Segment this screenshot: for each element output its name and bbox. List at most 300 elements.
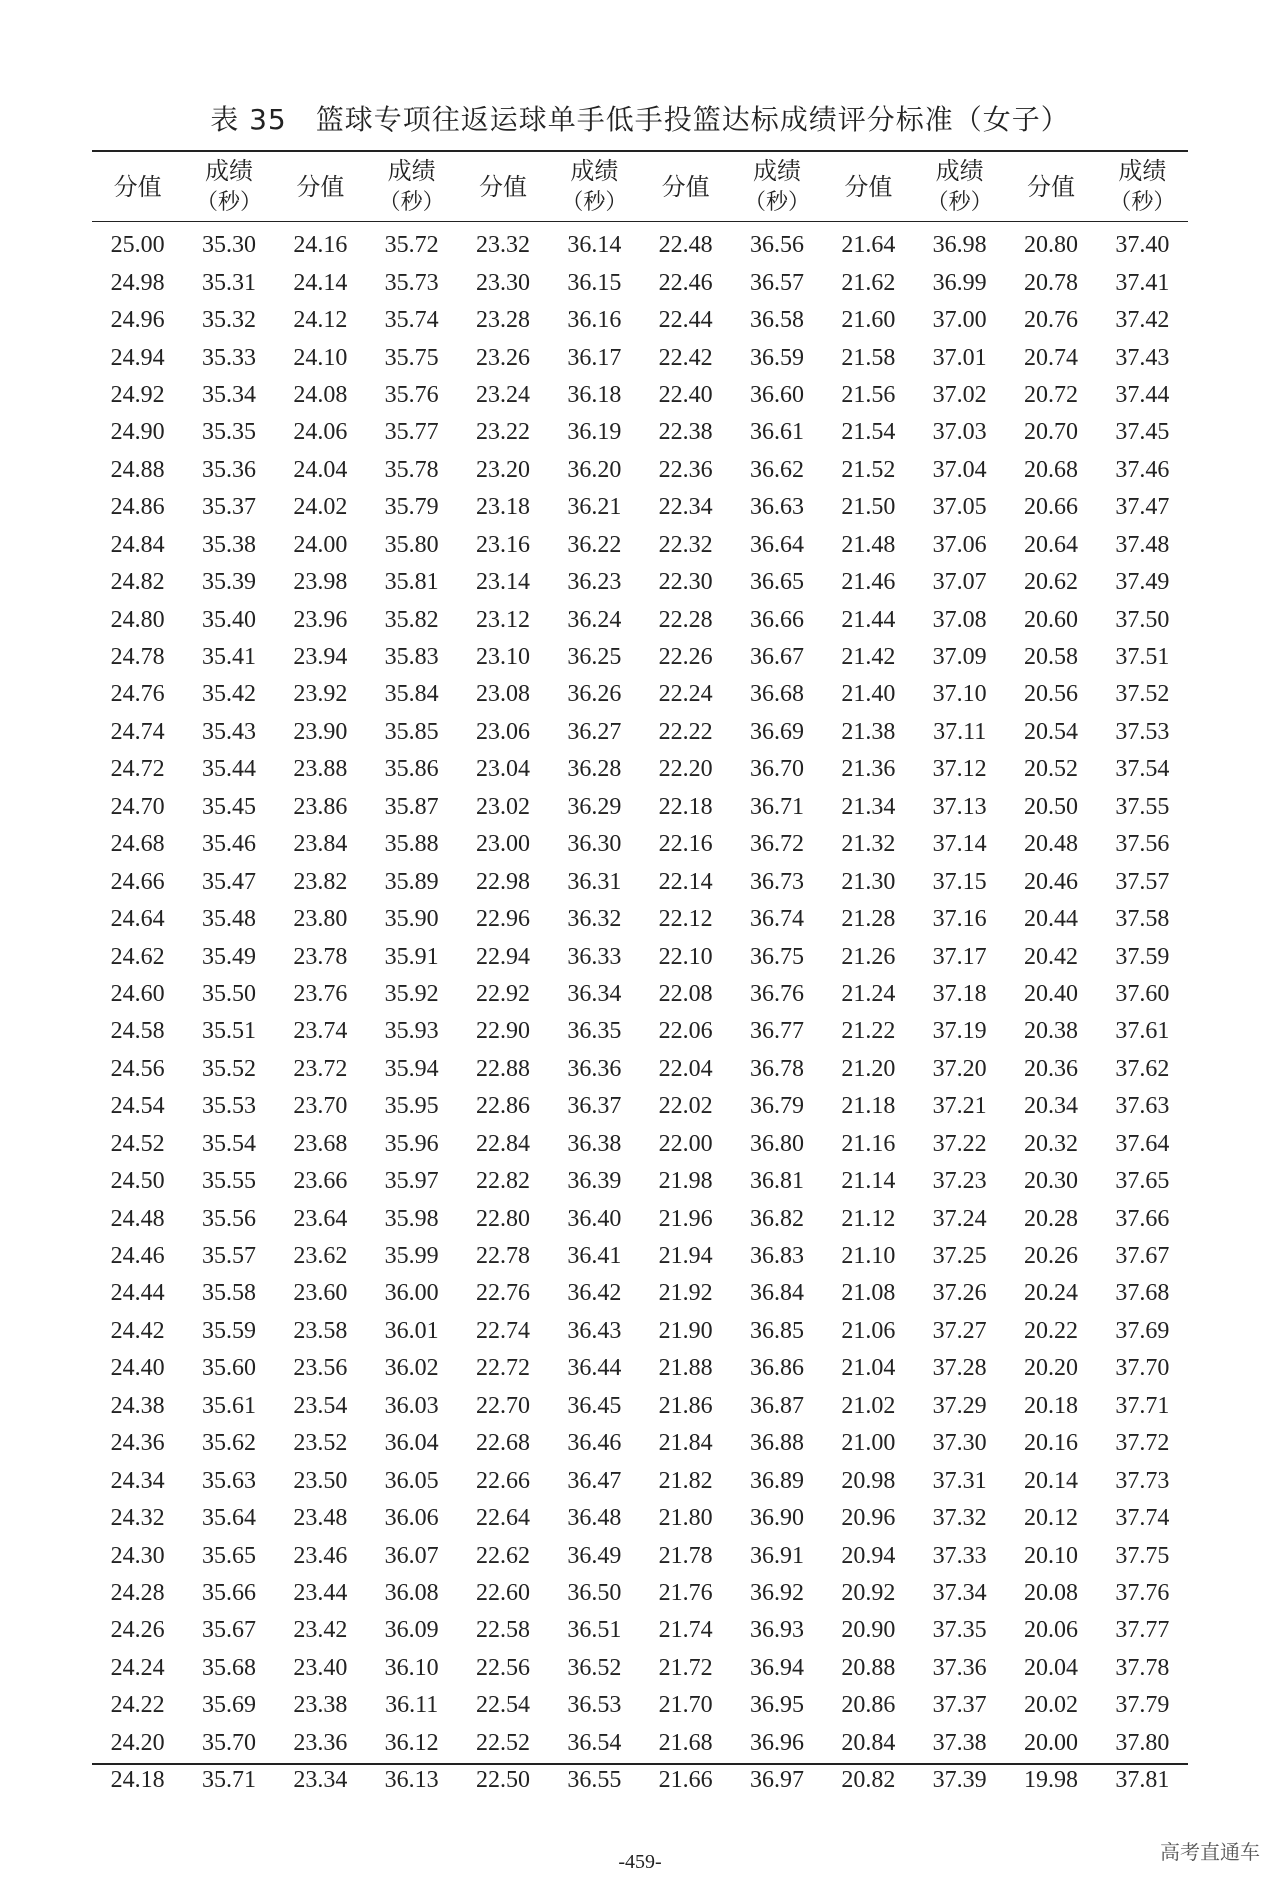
- score-cell: 20.32: [1023, 1130, 1078, 1157]
- time-cell: 36.25: [567, 644, 622, 671]
- time-cell: 37.17: [932, 943, 987, 970]
- time-cell: 35.59: [201, 1317, 256, 1344]
- time-cell: 36.78: [749, 1055, 804, 1082]
- score-cell: 24.28: [110, 1579, 165, 1606]
- time-cell: 36.38: [567, 1130, 622, 1157]
- time-cell: 37.65: [1115, 1168, 1170, 1195]
- time-cell: 37.33: [932, 1542, 987, 1569]
- score-cell: 24.52: [110, 1130, 165, 1157]
- header-score: 分值: [478, 172, 527, 201]
- header-score: 分值: [113, 172, 162, 201]
- time-cell: 37.53: [1115, 718, 1170, 745]
- score-cell: 20.14: [1023, 1467, 1078, 1494]
- time-cell: 36.34: [567, 980, 622, 1007]
- score-cell: 23.54: [293, 1392, 348, 1419]
- score-cell: 21.30: [841, 868, 896, 895]
- score-cell: 24.68: [110, 831, 165, 858]
- score-cell: 22.00: [658, 1130, 713, 1157]
- time-cell: 36.68: [749, 681, 804, 708]
- time-cell: 37.19: [932, 1018, 987, 1045]
- time-cell: 36.82: [749, 1205, 804, 1232]
- time-cell: 35.35: [201, 419, 256, 446]
- time-cell: 36.61: [749, 419, 804, 446]
- score-cell: 24.62: [110, 943, 165, 970]
- time-cell: 35.98: [384, 1205, 439, 1232]
- score-cell: 24.22: [110, 1692, 165, 1719]
- score-cell: 20.88: [841, 1654, 896, 1681]
- score-cell: 24.20: [110, 1729, 165, 1756]
- time-cell: 36.26: [567, 681, 622, 708]
- score-cell: 22.24: [658, 681, 713, 708]
- time-cell: 37.20: [932, 1055, 987, 1082]
- time-cell: 36.10: [384, 1654, 439, 1681]
- score-cell: 21.94: [658, 1243, 713, 1270]
- score-cell: 21.68: [658, 1729, 713, 1756]
- score-cell: 23.84: [293, 831, 348, 858]
- time-cell: 37.55: [1115, 793, 1170, 820]
- header-result: 成绩 （秒）: [195, 156, 262, 215]
- score-cell: 21.42: [841, 644, 896, 671]
- score-cell: 21.40: [841, 681, 896, 708]
- score-cell: 23.06: [475, 718, 530, 745]
- score-cell: 23.22: [475, 419, 530, 446]
- score-cell: 24.02: [293, 494, 348, 521]
- score-cell: 22.14: [658, 868, 713, 895]
- time-cell: 37.49: [1115, 569, 1170, 596]
- score-cell: 20.26: [1023, 1243, 1078, 1270]
- time-cell: 36.19: [567, 419, 622, 446]
- score-cell: 21.02: [841, 1392, 896, 1419]
- score-cell: 22.50: [475, 1767, 530, 1794]
- time-cell: 36.29: [567, 793, 622, 820]
- time-cell: 36.75: [749, 943, 804, 970]
- score-cell: 22.22: [658, 718, 713, 745]
- score-cell: 20.28: [1023, 1205, 1078, 1232]
- score-cell: 21.34: [841, 793, 896, 820]
- score-cell: 23.02: [475, 793, 530, 820]
- score-cell: 20.36: [1023, 1055, 1078, 1082]
- score-cell: 22.96: [475, 906, 530, 933]
- score-cell: 22.58: [475, 1617, 530, 1644]
- score-cell: 20.58: [1023, 644, 1078, 671]
- header-score: 分值: [1026, 172, 1075, 201]
- time-cell: 35.41: [201, 644, 256, 671]
- time-cell: 37.63: [1115, 1093, 1170, 1120]
- score-cell: 23.92: [293, 681, 348, 708]
- score-cell: 24.50: [110, 1168, 165, 1195]
- time-cell: 36.33: [567, 943, 622, 970]
- time-cell: 37.23: [932, 1168, 987, 1195]
- score-cell: 24.26: [110, 1617, 165, 1644]
- time-cell: 37.56: [1115, 831, 1170, 858]
- score-cell: 23.60: [293, 1280, 348, 1307]
- score-cell: 20.62: [1023, 569, 1078, 596]
- time-cell: 35.62: [201, 1430, 256, 1457]
- score-cell: 22.08: [658, 980, 713, 1007]
- score-cell: 21.50: [841, 494, 896, 521]
- time-cell: 36.01: [384, 1317, 439, 1344]
- score-cell: 20.82: [841, 1767, 896, 1794]
- time-cell: 36.08: [384, 1579, 439, 1606]
- time-cell: 36.98: [932, 232, 987, 259]
- time-cell: 36.05: [384, 1467, 439, 1494]
- time-cell: 36.04: [384, 1430, 439, 1457]
- score-cell: 23.38: [293, 1692, 348, 1719]
- score-cell: 22.98: [475, 868, 530, 895]
- time-cell: 35.36: [201, 456, 256, 483]
- score-cell: 23.50: [293, 1467, 348, 1494]
- time-cell: 35.67: [201, 1617, 256, 1644]
- time-cell: 37.72: [1115, 1430, 1170, 1457]
- time-cell: 35.72: [384, 232, 439, 259]
- time-cell: 36.47: [567, 1467, 622, 1494]
- time-cell: 36.53: [567, 1692, 622, 1719]
- score-cell: 21.76: [658, 1579, 713, 1606]
- score-cell: 21.00: [841, 1430, 896, 1457]
- time-cell: 36.32: [567, 906, 622, 933]
- score-cell: 24.76: [110, 681, 165, 708]
- score-cell: 21.26: [841, 943, 896, 970]
- time-cell: 35.94: [384, 1055, 439, 1082]
- time-cell: 35.42: [201, 681, 256, 708]
- time-cell: 36.44: [567, 1355, 622, 1382]
- time-cell: 37.81: [1115, 1767, 1170, 1794]
- score-cell: 21.38: [841, 718, 896, 745]
- time-cell: 35.63: [201, 1467, 256, 1494]
- score-cell: 20.70: [1023, 419, 1078, 446]
- score-cell: 20.12: [1023, 1505, 1078, 1532]
- score-cell: 20.24: [1023, 1280, 1078, 1307]
- score-cell: 20.76: [1023, 307, 1078, 334]
- score-cell: 23.68: [293, 1130, 348, 1157]
- time-cell: 37.31: [932, 1467, 987, 1494]
- score-cell: 20.68: [1023, 456, 1078, 483]
- score-cell: 21.22: [841, 1018, 896, 1045]
- score-cell: 23.12: [475, 606, 530, 633]
- time-cell: 37.39: [932, 1767, 987, 1794]
- score-cell: 22.64: [475, 1505, 530, 1532]
- score-cell: 20.22: [1023, 1317, 1078, 1344]
- table-header: [92, 152, 1188, 221]
- time-cell: 37.02: [932, 381, 987, 408]
- score-cell: 22.68: [475, 1430, 530, 1457]
- score-cell: 21.12: [841, 1205, 896, 1232]
- score-cell: 21.74: [658, 1617, 713, 1644]
- time-cell: 36.88: [749, 1430, 804, 1457]
- time-cell: 35.68: [201, 1654, 256, 1681]
- time-cell: 36.66: [749, 606, 804, 633]
- time-cell: 35.77: [384, 419, 439, 446]
- time-cell: 36.67: [749, 644, 804, 671]
- time-cell: 35.32: [201, 307, 256, 334]
- time-cell: 35.38: [201, 531, 256, 558]
- time-cell: 36.40: [567, 1205, 622, 1232]
- score-cell: 23.42: [293, 1617, 348, 1644]
- time-cell: 35.34: [201, 381, 256, 408]
- time-cell: 36.80: [749, 1130, 804, 1157]
- time-cell: 35.73: [384, 269, 439, 296]
- table-bottom-rule: [92, 1763, 1188, 1765]
- time-cell: 37.66: [1115, 1205, 1170, 1232]
- score-cell: 23.08: [475, 681, 530, 708]
- score-cell: 24.54: [110, 1093, 165, 1120]
- score-cell: 23.24: [475, 381, 530, 408]
- score-cell: 21.60: [841, 307, 896, 334]
- score-cell: 20.16: [1023, 1430, 1078, 1457]
- page-number: -459-: [618, 1851, 662, 1873]
- score-cell: 24.74: [110, 718, 165, 745]
- time-cell: 35.84: [384, 681, 439, 708]
- score-cell: 21.70: [658, 1692, 713, 1719]
- score-cell: 24.48: [110, 1205, 165, 1232]
- time-cell: 35.37: [201, 494, 256, 521]
- score-cell: 23.32: [475, 232, 530, 259]
- time-cell: 37.29: [932, 1392, 987, 1419]
- time-cell: 37.67: [1115, 1243, 1170, 1270]
- score-cell: 23.96: [293, 606, 348, 633]
- score-cell: 23.52: [293, 1430, 348, 1457]
- score-cell: 24.14: [293, 269, 348, 296]
- score-cell: 23.36: [293, 1729, 348, 1756]
- time-cell: 35.92: [384, 980, 439, 1007]
- time-cell: 37.28: [932, 1355, 987, 1382]
- time-cell: 37.61: [1115, 1018, 1170, 1045]
- score-cell: 20.04: [1023, 1654, 1078, 1681]
- time-cell: 37.06: [932, 531, 987, 558]
- header-score: 分值: [296, 172, 345, 201]
- time-cell: 36.06: [384, 1505, 439, 1532]
- time-cell: 35.96: [384, 1130, 439, 1157]
- score-cell: 21.14: [841, 1168, 896, 1195]
- time-cell: 37.70: [1115, 1355, 1170, 1382]
- score-cell: 21.90: [658, 1317, 713, 1344]
- header-result: 成绩 （秒）: [561, 156, 628, 215]
- score-cell: 24.40: [110, 1355, 165, 1382]
- time-cell: 36.86: [749, 1355, 804, 1382]
- score-cell: 22.90: [475, 1018, 530, 1045]
- time-cell: 35.93: [384, 1018, 439, 1045]
- time-cell: 35.45: [201, 793, 256, 820]
- score-cell: 22.40: [658, 381, 713, 408]
- time-cell: 37.18: [932, 980, 987, 1007]
- time-cell: 36.28: [567, 756, 622, 783]
- score-cell: 22.78: [475, 1243, 530, 1270]
- time-cell: 36.83: [749, 1243, 804, 1270]
- score-cell: 23.14: [475, 569, 530, 596]
- time-cell: 36.64: [749, 531, 804, 558]
- time-cell: 35.48: [201, 906, 256, 933]
- time-cell: 37.58: [1115, 906, 1170, 933]
- score-cell: 21.10: [841, 1243, 896, 1270]
- time-cell: 36.69: [749, 718, 804, 745]
- score-cell: 23.44: [293, 1579, 348, 1606]
- score-cell: 24.72: [110, 756, 165, 783]
- time-cell: 36.36: [567, 1055, 622, 1082]
- score-cell: 21.88: [658, 1355, 713, 1382]
- time-cell: 37.60: [1115, 980, 1170, 1007]
- score-cell: 22.88: [475, 1055, 530, 1082]
- score-cell: 22.80: [475, 1205, 530, 1232]
- score-cell: 21.78: [658, 1542, 713, 1569]
- time-cell: 37.32: [932, 1505, 987, 1532]
- score-cell: 23.16: [475, 531, 530, 558]
- time-cell: 37.16: [932, 906, 987, 933]
- score-cell: 24.38: [110, 1392, 165, 1419]
- time-cell: 36.72: [749, 831, 804, 858]
- score-cell: 21.64: [841, 232, 896, 259]
- time-cell: 35.95: [384, 1093, 439, 1120]
- score-cell: 24.42: [110, 1317, 165, 1344]
- time-cell: 36.65: [749, 569, 804, 596]
- time-cell: 36.81: [749, 1168, 804, 1195]
- score-cell: 21.36: [841, 756, 896, 783]
- score-cell: 20.72: [1023, 381, 1078, 408]
- score-cell: 22.56: [475, 1654, 530, 1681]
- score-cell: 24.04: [293, 456, 348, 483]
- score-cell: 24.78: [110, 644, 165, 671]
- time-cell: 36.60: [749, 381, 804, 408]
- score-cell: 20.90: [841, 1617, 896, 1644]
- score-cell: 24.90: [110, 419, 165, 446]
- score-cell: 23.90: [293, 718, 348, 745]
- time-cell: 35.66: [201, 1579, 256, 1606]
- time-cell: 35.83: [384, 644, 439, 671]
- score-cell: 22.72: [475, 1355, 530, 1382]
- score-cell: 23.56: [293, 1355, 348, 1382]
- time-cell: 35.61: [201, 1392, 256, 1419]
- time-cell: 37.77: [1115, 1617, 1170, 1644]
- time-cell: 35.53: [201, 1093, 256, 1120]
- score-cell: 24.98: [110, 269, 165, 296]
- time-cell: 35.43: [201, 718, 256, 745]
- score-cell: 24.36: [110, 1430, 165, 1457]
- time-cell: 37.25: [932, 1243, 987, 1270]
- score-cell: 22.66: [475, 1467, 530, 1494]
- score-cell: 21.80: [658, 1505, 713, 1532]
- time-cell: 35.90: [384, 906, 439, 933]
- score-cell: 24.24: [110, 1654, 165, 1681]
- score-cell: 21.66: [658, 1767, 713, 1794]
- score-cell: 24.58: [110, 1018, 165, 1045]
- score-cell: 23.94: [293, 644, 348, 671]
- time-cell: 35.39: [201, 569, 256, 596]
- time-cell: 37.62: [1115, 1055, 1170, 1082]
- score-cell: 20.44: [1023, 906, 1078, 933]
- time-cell: 37.68: [1115, 1280, 1170, 1307]
- time-cell: 35.30: [201, 232, 256, 259]
- watermark: 高考直通车: [1160, 1840, 1260, 1864]
- time-cell: 35.54: [201, 1130, 256, 1157]
- time-cell: 35.58: [201, 1280, 256, 1307]
- score-cell: 23.82: [293, 868, 348, 895]
- time-cell: 35.75: [384, 344, 439, 371]
- time-cell: 36.49: [567, 1542, 622, 1569]
- score-cell: 20.38: [1023, 1018, 1078, 1045]
- score-cell: 23.66: [293, 1168, 348, 1195]
- time-cell: 36.70: [749, 756, 804, 783]
- score-cell: 24.82: [110, 569, 165, 596]
- time-cell: 36.87: [749, 1392, 804, 1419]
- score-cell: 22.94: [475, 943, 530, 970]
- time-cell: 36.76: [749, 980, 804, 1007]
- time-cell: 37.14: [932, 831, 987, 858]
- score-cell: 22.32: [658, 531, 713, 558]
- time-cell: 37.54: [1115, 756, 1170, 783]
- score-cell: 20.30: [1023, 1168, 1078, 1195]
- time-cell: 37.13: [932, 793, 987, 820]
- time-cell: 36.85: [749, 1317, 804, 1344]
- time-cell: 37.08: [932, 606, 987, 633]
- score-cell: 24.30: [110, 1542, 165, 1569]
- score-cell: 22.16: [658, 831, 713, 858]
- time-cell: 36.91: [749, 1542, 804, 1569]
- score-cell: 21.92: [658, 1280, 713, 1307]
- score-cell: 22.82: [475, 1168, 530, 1195]
- score-cell: 21.96: [658, 1205, 713, 1232]
- score-cell: 23.48: [293, 1505, 348, 1532]
- score-cell: 22.26: [658, 644, 713, 671]
- score-cell: 22.20: [658, 756, 713, 783]
- score-cell: 23.40: [293, 1654, 348, 1681]
- time-cell: 35.64: [201, 1505, 256, 1532]
- time-cell: 36.97: [749, 1767, 804, 1794]
- score-cell: 20.60: [1023, 606, 1078, 633]
- score-cell: 21.18: [841, 1093, 896, 1120]
- score-cell: 21.62: [841, 269, 896, 296]
- score-cell: 23.30: [475, 269, 530, 296]
- score-cell: 24.06: [293, 419, 348, 446]
- score-cell: 22.60: [475, 1579, 530, 1606]
- time-cell: 35.71: [201, 1767, 256, 1794]
- time-cell: 35.99: [384, 1243, 439, 1270]
- time-cell: 37.12: [932, 756, 987, 783]
- score-cell: 23.28: [475, 307, 530, 334]
- score-cell: 21.48: [841, 531, 896, 558]
- score-cell: 21.56: [841, 381, 896, 408]
- time-cell: 37.11: [933, 718, 987, 745]
- time-cell: 35.97: [384, 1168, 439, 1195]
- score-cell: 20.42: [1023, 943, 1078, 970]
- time-cell: 36.23: [567, 569, 622, 596]
- score-cell: 23.04: [475, 756, 530, 783]
- time-cell: 36.13: [384, 1767, 439, 1794]
- score-cell: 20.64: [1023, 531, 1078, 558]
- header-score: 分值: [844, 172, 893, 201]
- score-cell: 23.78: [293, 943, 348, 970]
- time-cell: 35.78: [384, 456, 439, 483]
- score-cell: 21.84: [658, 1430, 713, 1457]
- time-cell: 37.24: [932, 1205, 987, 1232]
- time-cell: 36.95: [749, 1692, 804, 1719]
- score-cell: 22.70: [475, 1392, 530, 1419]
- score-cell: 22.34: [658, 494, 713, 521]
- time-cell: 36.15: [567, 269, 622, 296]
- score-cell: 20.74: [1023, 344, 1078, 371]
- score-cell: 20.18: [1023, 1392, 1078, 1419]
- time-cell: 36.07: [384, 1542, 439, 1569]
- time-cell: 35.74: [384, 307, 439, 334]
- score-cell: 20.92: [841, 1579, 896, 1606]
- table-body: [92, 227, 1188, 1799]
- score-cell: 22.10: [658, 943, 713, 970]
- score-cell: 23.20: [475, 456, 530, 483]
- time-cell: 35.87: [384, 793, 439, 820]
- score-cell: 24.44: [110, 1280, 165, 1307]
- time-cell: 36.51: [567, 1617, 622, 1644]
- score-cell: 22.02: [658, 1093, 713, 1120]
- time-cell: 35.89: [384, 868, 439, 895]
- score-cell: 20.86: [841, 1692, 896, 1719]
